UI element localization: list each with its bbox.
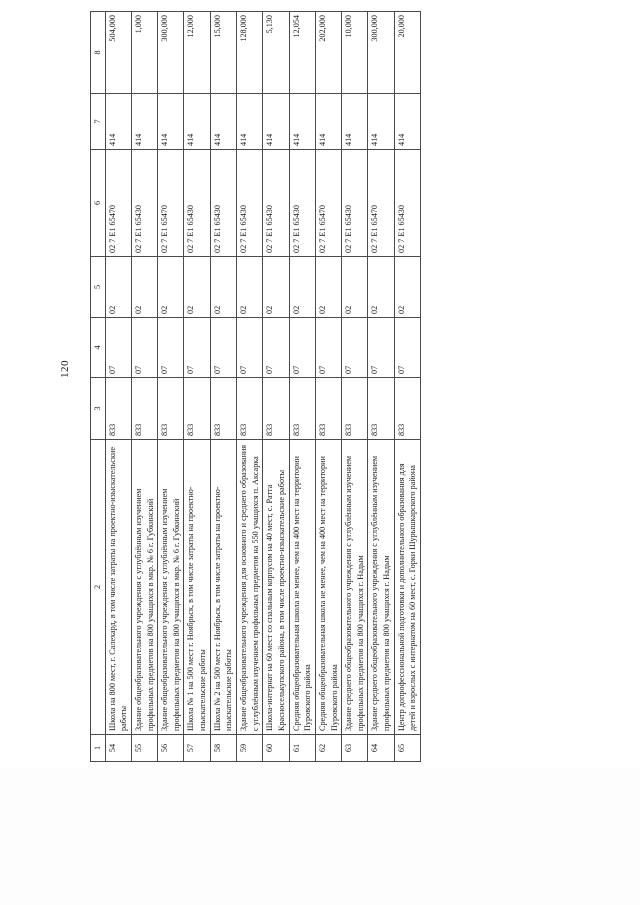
section-code-cell: 07 — [342, 318, 368, 378]
section-code-cell: 07 — [158, 318, 184, 378]
table-row — [289, 12, 315, 762]
table-row — [105, 12, 131, 762]
row-number-cell: 56 — [158, 735, 184, 762]
expense-type-code-cell: 414 — [289, 94, 315, 150]
scan-margin — [0, 768, 640, 905]
row-number-cell: 65 — [394, 735, 420, 762]
table-row — [342, 12, 368, 762]
expense-type-code-cell: 414 — [237, 94, 263, 150]
target-article-code-cell: 02 7 E1 65430 — [210, 150, 236, 257]
subsection-code-cell: 02 — [158, 257, 184, 318]
amount-cell: 202,000 — [315, 12, 341, 94]
grbs-code-cell: 833 — [158, 378, 184, 440]
row-number-cell: 55 — [131, 735, 157, 762]
row-number-cell: 64 — [368, 735, 394, 762]
row-number-cell: 59 — [237, 735, 263, 762]
subsection-code-cell: 02 — [184, 257, 210, 318]
amount-cell: 1,000 — [131, 12, 157, 94]
target-article-code-cell: 02 7 E1 65430 — [394, 150, 420, 257]
grbs-code-cell: 833 — [184, 378, 210, 440]
section-code-cell: 07 — [237, 318, 263, 378]
rotated-document — [53, 15, 629, 764]
table-row — [184, 12, 210, 762]
expense-type-code-cell: 414 — [131, 94, 157, 150]
amount-cell: 300,000 — [368, 12, 394, 94]
section-code-cell: 07 — [315, 318, 341, 378]
amount-cell: 300,000 — [158, 12, 184, 94]
amount-cell: 5,130 — [263, 12, 289, 94]
expense-type-code-cell: 414 — [210, 94, 236, 150]
subsection-code-cell: 02 — [210, 257, 236, 318]
column-number-row — [91, 12, 106, 762]
grbs-code-cell: 833 — [368, 378, 394, 440]
amount-cell: 12,054 — [289, 12, 315, 94]
subsection-code-cell: 02 — [105, 257, 131, 318]
object-name-cell: Здание общеобразовательного учреждения для основного и среднего образования с углублённым изучением профильных предметов на 550 учащихся п. Аксарка — [237, 440, 263, 735]
expense-type-code-cell: 414 — [263, 94, 289, 150]
amount-cell: 128,000 — [237, 12, 263, 94]
expense-type-code-cell: 414 — [394, 94, 420, 150]
row-number-cell: 62 — [315, 735, 341, 762]
object-name-cell: Средняя общеобразовательная школа не менее, чем на 400 мест на территории Пуровского района — [315, 440, 341, 735]
amount-cell: 20,000 — [394, 12, 420, 94]
table-body — [105, 12, 420, 762]
row-number-cell: 61 — [289, 735, 315, 762]
subsection-code-cell: 02 — [289, 257, 315, 318]
amount-cell: 10,000 — [342, 12, 368, 94]
subsection-code-cell: 02 — [394, 257, 420, 318]
column-header: 4 — [91, 318, 106, 378]
target-article-code-cell: 02 7 E1 65470 — [105, 150, 131, 257]
grbs-code-cell: 833 — [210, 378, 236, 440]
subsection-code-cell: 02 — [237, 257, 263, 318]
grbs-code-cell: 833 — [289, 378, 315, 440]
target-article-code-cell: 02 7 E1 65430 — [289, 150, 315, 257]
amount-cell: 504,000 — [105, 12, 131, 94]
section-code-cell: 07 — [210, 318, 236, 378]
page-number: 120 — [59, 360, 71, 378]
object-name-cell: Школа на 800 мест, г. Салехард, в том числе затраты на проектно-изыскательские работы — [105, 440, 131, 735]
target-article-code-cell: 02 7 E1 65470 — [368, 150, 394, 257]
row-number-cell: 60 — [263, 735, 289, 762]
object-name-cell: Школа № 2 на 500 мест г. Ноябрьск, в том числе затраты на проектно-изыскательские работы — [210, 440, 236, 735]
amount-cell: 15,000 — [210, 12, 236, 94]
row-number-cell: 58 — [210, 735, 236, 762]
object-name-cell: Школа-интернат на 60 мест со спальным корпусом на 40 мест, с. Ратта Красноселькупского района, в том числе проектно-изыскательские работы — [263, 440, 289, 735]
subsection-code-cell: 02 — [263, 257, 289, 318]
object-name-cell: Школа № 1 на 500 мест г. Ноябрьск, в том числе затраты на проектно-изыскательские работы — [184, 440, 210, 735]
table-row — [131, 12, 157, 762]
subsection-code-cell: 02 — [368, 257, 394, 318]
grbs-code-cell: 833 — [394, 378, 420, 440]
table-row — [394, 12, 420, 762]
subsection-code-cell: 02 — [131, 257, 157, 318]
object-name-cell: Здание среднего общеобразовательного учреждения с углублённым изучением профильных предметов на 800 учащихся г. Надым — [342, 440, 368, 735]
expense-type-code-cell: 414 — [184, 94, 210, 150]
target-article-code-cell: 02 7 E1 65470 — [315, 150, 341, 257]
target-article-code-cell: 02 7 E1 65430 — [131, 150, 157, 257]
row-number-cell: 57 — [184, 735, 210, 762]
target-article-code-cell: 02 7 E1 65470 — [158, 150, 184, 257]
table-row — [210, 12, 236, 762]
subsection-code-cell: 02 — [315, 257, 341, 318]
amount-cell: 12,000 — [184, 12, 210, 94]
section-code-cell: 07 — [289, 318, 315, 378]
section-code-cell: 07 — [394, 318, 420, 378]
object-name-cell: Центр допрофессиональной подготовки и дополнительного образования для детей и взрослых с интернатом на 60 мест, с. Горки Шурышкарского района — [394, 440, 420, 735]
grbs-code-cell: 833 — [315, 378, 341, 440]
target-article-code-cell: 02 7 E1 65430 — [263, 150, 289, 257]
target-article-code-cell: 02 7 E1 65430 — [342, 150, 368, 257]
column-header: 5 — [91, 257, 106, 318]
column-header: 1 — [91, 735, 106, 762]
column-header: 6 — [91, 150, 106, 257]
object-name-cell: Средняя общеобразовательная школа не менее, чем на 400 мест на территории Пуровского района — [289, 440, 315, 735]
subsection-code-cell: 02 — [342, 257, 368, 318]
row-number-cell: 54 — [105, 735, 131, 762]
section-code-cell: 07 — [131, 318, 157, 378]
column-header: 2 — [91, 440, 106, 735]
expense-type-code-cell: 414 — [158, 94, 184, 150]
object-name-cell: Здание общеобразовательного учреждения с углублённым изучением профильных предметов на 800 учащихся в мкр. № 6 г. Губкинский — [131, 440, 157, 735]
section-code-cell: 07 — [263, 318, 289, 378]
table-row — [315, 12, 341, 762]
budget-table — [90, 11, 421, 762]
grbs-code-cell: 833 — [263, 378, 289, 440]
section-code-cell: 07 — [184, 318, 210, 378]
grbs-code-cell: 833 — [105, 378, 131, 440]
object-name-cell: Здание среднего общеобразовательного учреждения с углублённым изучением профильных предметов на 800 учащихся г. Надым — [368, 440, 394, 735]
table-row — [237, 12, 263, 762]
section-code-cell: 07 — [105, 318, 131, 378]
grbs-code-cell: 833 — [237, 378, 263, 440]
table-row — [368, 12, 394, 762]
column-header: 7 — [91, 94, 106, 150]
column-header: 3 — [91, 378, 106, 440]
target-article-code-cell: 02 7 E1 65430 — [237, 150, 263, 257]
grbs-code-cell: 833 — [342, 378, 368, 440]
expense-type-code-cell: 414 — [342, 94, 368, 150]
section-code-cell: 07 — [368, 318, 394, 378]
expense-type-code-cell: 414 — [315, 94, 341, 150]
row-number-cell: 63 — [342, 735, 368, 762]
column-header: 8 — [91, 12, 106, 94]
expense-type-code-cell: 414 — [368, 94, 394, 150]
target-article-code-cell: 02 7 E1 65430 — [184, 150, 210, 257]
expense-type-code-cell: 414 — [105, 94, 131, 150]
object-name-cell: Здание общеобразовательного учреждения с углублённым изучением профильных предметов на 800 учащихся в мкр. № 6 г. Губкинский — [158, 440, 184, 735]
table-row — [158, 12, 184, 762]
grbs-code-cell: 833 — [131, 378, 157, 440]
table-row — [263, 12, 289, 762]
